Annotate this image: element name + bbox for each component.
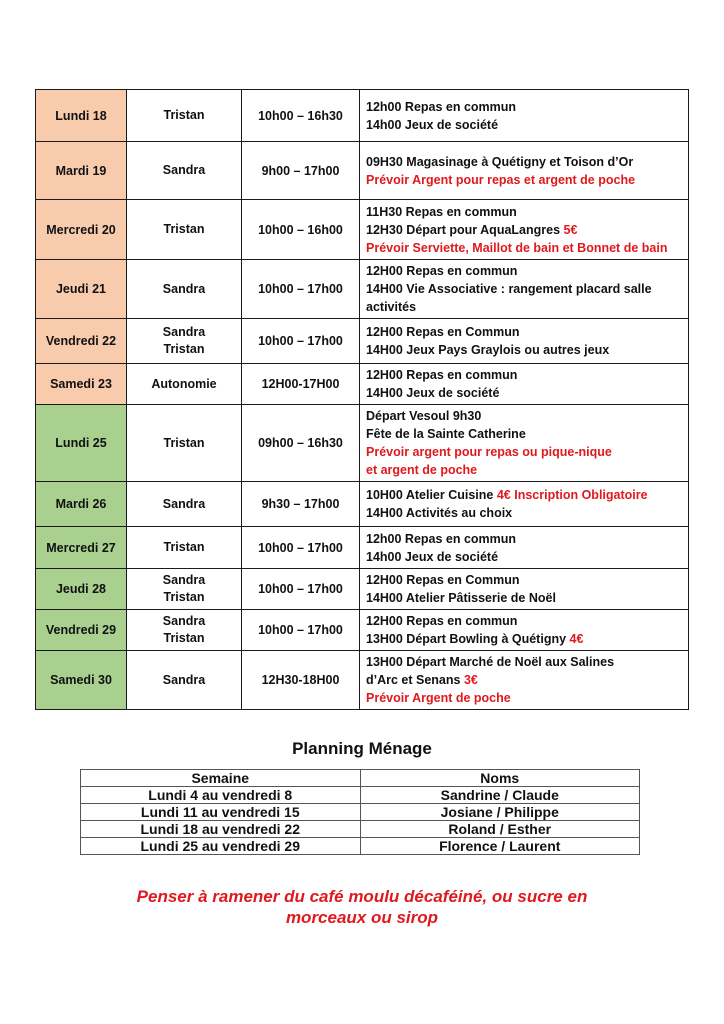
activity-line (366, 689, 682, 707)
activities-cell (360, 364, 689, 405)
activity-text: Fête de la Sainte Catherine (366, 427, 526, 441)
activity-line (366, 116, 682, 134)
menage-week: Lundi 25 au vendredi 29 (81, 838, 361, 855)
activity-note-red: 3€ (463, 673, 478, 687)
schedule-body (36, 90, 689, 710)
schedule-row (36, 260, 689, 319)
staff-cell (127, 260, 242, 319)
staff-cell (127, 482, 242, 527)
header-noms: Noms (360, 770, 640, 787)
activity-line (366, 653, 682, 671)
day-cell: Mercredi 27 (36, 527, 127, 569)
activity-note-red: Prévoir Argent pour repas et argent de poche (366, 172, 636, 187)
staff-name: Tristan (163, 631, 205, 645)
staff-cell (127, 651, 242, 710)
day-cell: Mardi 19 (36, 142, 127, 200)
activity-text: 11H30 Repas en commun (366, 204, 517, 219)
staff-name: Tristan (163, 590, 205, 604)
activity-line (366, 239, 682, 257)
activity-text: 13H00 Départ Marché de Noël aux Salines (366, 655, 615, 669)
day-cell: Lundi 25 (36, 405, 127, 482)
hours-cell: 12H00-17H00 (242, 364, 360, 405)
activities-cell (360, 319, 689, 364)
day-cell: Lundi 18 (36, 90, 127, 142)
hours-cell: 10h00 – 17h00 (242, 260, 360, 319)
hours-cell: 10h00 – 17h00 (242, 527, 360, 569)
activity-line (366, 221, 682, 239)
staff-name: Sandra (162, 325, 206, 339)
header-semaine: Semaine (81, 770, 361, 787)
staff-name: Tristan (163, 540, 205, 554)
activity-text: 13H00 Départ Bowling à Quétigny (366, 632, 570, 646)
activity-text: 14h00 Jeux de société (366, 549, 499, 564)
schedule-row (36, 482, 689, 527)
day-cell: Samedi 23 (36, 364, 127, 405)
staff-cell (127, 527, 242, 569)
activity-line (366, 612, 682, 630)
staff-cell (127, 200, 242, 260)
reminder-note (0, 886, 724, 928)
menage-row (81, 838, 640, 855)
menage-row (81, 787, 640, 804)
day-cell: Mercredi 20 (36, 200, 127, 260)
staff-cell (127, 405, 242, 482)
activity-note-red: 4€ (569, 632, 584, 646)
staff-cell (127, 90, 242, 142)
hours-cell: 9h30 – 17h00 (242, 482, 360, 527)
activity-text: 14H00 Atelier Pâtisserie de Noël (366, 591, 556, 605)
activity-text: activités (366, 300, 417, 314)
staff-name: Sandra (162, 614, 206, 628)
schedule-row (36, 610, 689, 651)
activity-text: 12H00 Repas en Commun (366, 573, 520, 587)
activity-text: 14H00 Jeux de société (366, 386, 500, 400)
activities-cell (360, 527, 689, 569)
staff-name: Autonomie (151, 376, 217, 391)
schedule-row (36, 405, 689, 482)
activity-line (366, 98, 682, 116)
staff-cell (127, 142, 242, 200)
activity-text: 12H00 Repas en Commun (366, 325, 520, 339)
staff-name: Tristan (163, 222, 205, 236)
planning-menage-table (80, 769, 640, 855)
activity-line (366, 571, 682, 589)
menage-week: Lundi 4 au vendredi 8 (81, 787, 361, 804)
schedule-row (36, 319, 689, 364)
activity-line (366, 486, 682, 504)
activity-note-red: Prévoir argent pour repas ou pique-nique (366, 445, 612, 459)
staff-name: Sandra (162, 281, 206, 296)
activity-text: Départ Vesoul 9h30 (366, 409, 482, 423)
activity-text: 12h00 Repas en commun (366, 531, 517, 546)
menage-header-row (81, 770, 640, 787)
activity-line (366, 461, 682, 479)
menage-names: Roland / Esther (360, 821, 640, 838)
activity-line (366, 407, 682, 425)
activity-line (366, 323, 682, 341)
activity-line (366, 153, 682, 171)
hours-cell: 10h00 – 16h00 (242, 200, 360, 260)
activity-text: 12H00 Repas en commun (366, 614, 518, 628)
staff-name: Sandra (162, 496, 206, 511)
activity-line (366, 298, 682, 316)
staff-cell (127, 569, 242, 610)
activity-line (366, 203, 682, 221)
activity-text: 09H30 Magasinage à Quétigny et Toison d’Or (366, 154, 634, 169)
activity-line (366, 530, 682, 548)
activity-line (366, 262, 682, 280)
staff-name: Tristan (163, 342, 205, 356)
activities-cell (360, 405, 689, 482)
activity-text: 10H00 Atelier Cuisine (366, 488, 497, 502)
day-cell: Jeudi 28 (36, 569, 127, 610)
activities-cell (360, 569, 689, 610)
activities-cell (360, 260, 689, 319)
schedule-row (36, 651, 689, 710)
activity-line (366, 366, 682, 384)
activities-cell (360, 651, 689, 710)
staff-name: Tristan (163, 435, 205, 450)
activity-line (366, 548, 682, 566)
day-cell: Jeudi 21 (36, 260, 127, 319)
day-cell: Vendredi 29 (36, 610, 127, 651)
staff-name: Sandra (162, 672, 206, 687)
activity-text: 14h00 Jeux de société (366, 117, 499, 132)
day-cell: Mardi 26 (36, 482, 127, 527)
hours-cell: 10h00 – 17h00 (242, 569, 360, 610)
menage-names: Josiane / Philippe (360, 804, 640, 821)
schedule-row (36, 200, 689, 260)
staff-name: Sandra (162, 163, 206, 177)
activity-note-red: 5€ (563, 222, 578, 237)
menage-week: Lundi 18 au vendredi 22 (81, 821, 361, 838)
hours-cell: 10h00 – 17h00 (242, 610, 360, 651)
activities-cell (360, 142, 689, 200)
activity-line (366, 671, 682, 689)
hours-cell: 10h00 – 16h30 (242, 90, 360, 142)
day-cell: Vendredi 22 (36, 319, 127, 364)
hours-cell: 09h00 – 16h30 (242, 405, 360, 482)
activity-text: 12H00 Repas en commun (366, 264, 518, 278)
activity-line (366, 443, 682, 461)
activity-line (366, 341, 682, 359)
activities-cell (360, 482, 689, 527)
schedule-row (36, 569, 689, 610)
hours-cell: 10h00 – 17h00 (242, 319, 360, 364)
activities-cell (360, 90, 689, 142)
activity-text: 14H00 Activités au choix (366, 506, 513, 520)
activity-note-red: Prévoir Serviette, Maillot de bain et Bonnet de bain (366, 240, 668, 255)
menage-row (81, 821, 640, 838)
staff-name: Tristan (163, 108, 205, 122)
menage-row (81, 804, 640, 821)
activity-text: d’Arc et Senans (366, 673, 464, 687)
activities-cell (360, 610, 689, 651)
activity-schedule-table (35, 89, 689, 710)
staff-name: Sandra (162, 573, 206, 587)
activity-note-red: et argent de poche (366, 463, 478, 477)
planning-menage-title: Planning Ménage (292, 739, 432, 758)
activity-text: 14H00 Vie Associative : rangement placard salle (366, 282, 652, 296)
schedule-row (36, 90, 689, 142)
menage-names: Florence / Laurent (360, 838, 640, 855)
schedule-row (36, 364, 689, 405)
menage-week: Lundi 11 au vendredi 15 (81, 804, 361, 821)
activity-line (366, 280, 682, 298)
schedule-row (36, 142, 689, 200)
activity-text: 12H30 Départ pour AquaLangres (366, 222, 564, 237)
staff-cell (127, 319, 242, 364)
activities-cell (360, 200, 689, 260)
activity-text: 14H00 Jeux Pays Graylois ou autres jeux (366, 343, 610, 357)
activity-line (366, 171, 682, 189)
reminder-line: morceaux ou sirop (285, 908, 439, 927)
staff-cell (127, 610, 242, 651)
activity-text: 12h00 Repas en commun (366, 99, 517, 114)
activity-note-red: 4€ Inscription Obligatoire (496, 488, 648, 502)
schedule-row (36, 527, 689, 569)
activity-line (366, 504, 682, 522)
activity-line (366, 425, 682, 443)
hours-cell: 12H30-18H00 (242, 651, 360, 710)
hours-cell: 9h00 – 17h00 (242, 142, 360, 200)
activity-line (366, 589, 682, 607)
activity-text: 12H00 Repas en commun (366, 368, 518, 382)
activity-line (366, 630, 682, 648)
activity-line (366, 384, 682, 402)
menage-names: Sandrine / Claude (360, 787, 640, 804)
reminder-line: Penser à ramener du café moulu décaféiné, ou sucre en (136, 887, 588, 906)
activity-note-red: Prévoir Argent de poche (366, 691, 511, 705)
staff-cell (127, 364, 242, 405)
day-cell: Samedi 30 (36, 651, 127, 710)
